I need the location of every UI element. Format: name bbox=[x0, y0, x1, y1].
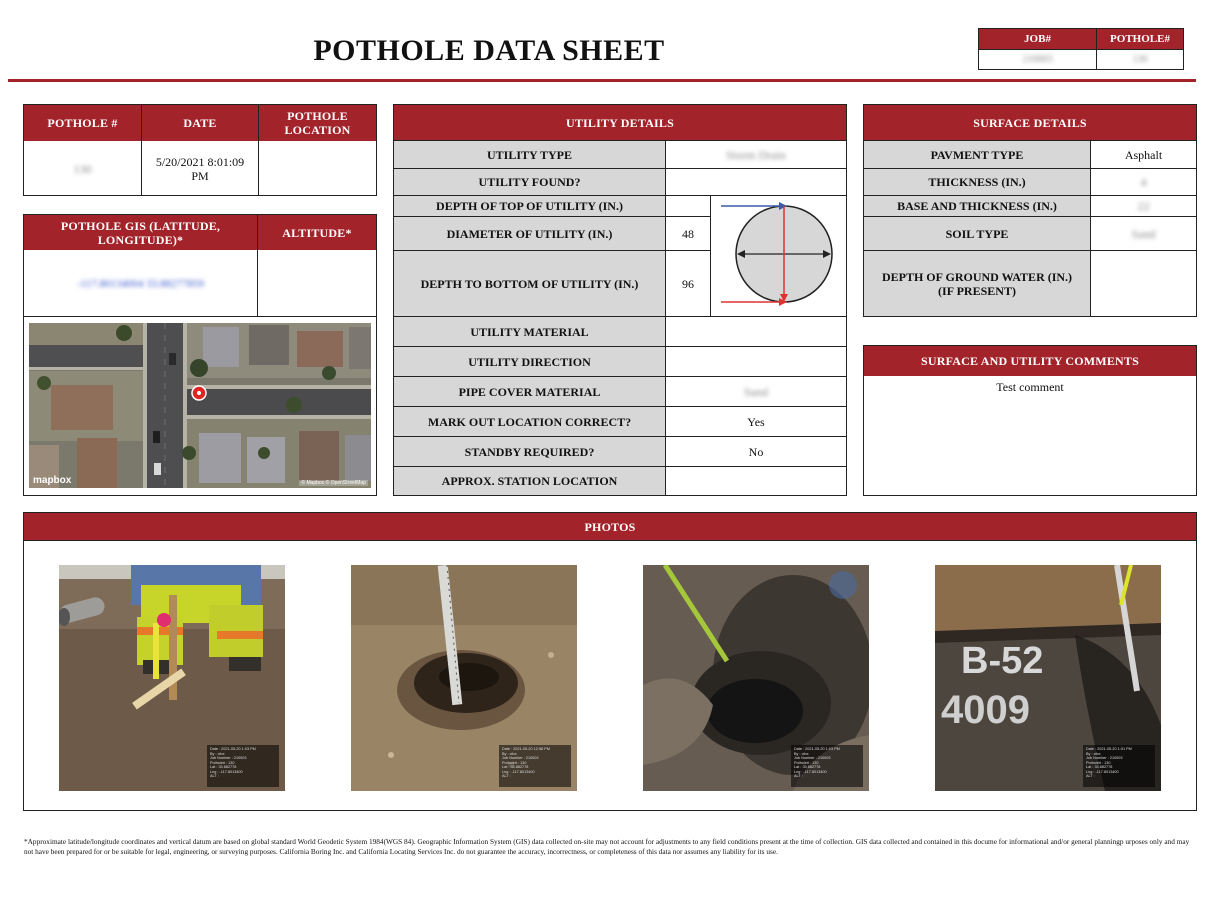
diameter-label: DIAMETER OF UTILITY (IN.) bbox=[446, 226, 613, 241]
thickness-label: THICKNESS (IN.) bbox=[928, 175, 1026, 189]
ground-water-label: DEPTH OF GROUND WATER (IN.) (IF PRESENT) bbox=[881, 269, 1073, 298]
photo-1[interactable] bbox=[59, 565, 285, 791]
gis-coordinates-link[interactable]: -117.80134004 33.88277859 bbox=[76, 277, 204, 290]
standby-label: STANDBY REQUIRED? bbox=[464, 444, 595, 459]
soil-type-value: Sand bbox=[1131, 226, 1156, 241]
utility-details-header: UTILITY DETAILS bbox=[394, 105, 846, 140]
gis-header: POTHOLE GIS (LATITUDE, LONGITUDE)* bbox=[24, 215, 257, 250]
date-value: 5/20/2021 8:01:09 PM bbox=[155, 154, 245, 183]
title-rule bbox=[8, 79, 1196, 82]
pothole-location-value bbox=[259, 142, 376, 195]
depth-bottom-value: 96 bbox=[682, 276, 694, 291]
depth-top-value bbox=[666, 196, 710, 216]
satellite-map[interactable] bbox=[29, 323, 371, 488]
station-location-value bbox=[666, 467, 846, 495]
depth-bottom-label: DEPTH TO BOTTOM OF UTILITY (IN.) bbox=[420, 276, 639, 291]
photo-3[interactable] bbox=[643, 565, 869, 791]
pipe-cover-value: Sand bbox=[744, 384, 768, 399]
altitude-value bbox=[258, 251, 376, 316]
utility-material-value bbox=[666, 317, 846, 346]
mapbox-logo: mapbox bbox=[33, 475, 72, 486]
svg-text:B-52: B-52 bbox=[961, 640, 1044, 682]
photo-3-timestamp: Date : 2021-05-20 1:03 PM By : cfox Job Number : 210003 Pothole# : 130 Lat : 33.882778 Lng : -117.8013400 ALT : bbox=[791, 745, 863, 787]
photo-1-timestamp: Date : 2021-05-20 1:03 PM By : cfox Job Number : 210003 Pothole# : 130 Lat : 33.882778 Lng : -117.8013400 ALT : bbox=[207, 745, 279, 787]
photo-2-timestamp: Date : 2021-05-20 12:58 PM By : cfox Job Number : 210003 Pothole# : 130 Lat : 33.882778 Lng : -117.8013400 ALT : bbox=[499, 745, 571, 787]
mark-out-label: MARK OUT LOCATION CORRECT? bbox=[427, 414, 632, 429]
job-label: JOB# bbox=[979, 29, 1096, 49]
pavement-type-value: Asphalt bbox=[1124, 147, 1163, 162]
mark-out-value: Yes bbox=[747, 414, 765, 429]
utility-direction-value bbox=[666, 347, 846, 376]
utility-type-value: Storm Drain bbox=[726, 147, 786, 162]
standby-value: No bbox=[748, 444, 764, 459]
pipe-diagram bbox=[711, 196, 846, 316]
pavement-type-label: PAVMENT TYPE bbox=[930, 147, 1024, 162]
ground-water-value bbox=[1091, 251, 1196, 316]
thickness-value: 4 bbox=[1140, 175, 1147, 189]
page-title: POTHOLE DATA SHEET bbox=[313, 34, 665, 67]
base-thickness-value: 22 bbox=[1137, 199, 1150, 213]
depth-top-label: DEPTH OF TOP OF UTILITY (IN.) bbox=[436, 199, 623, 213]
pothole-number-header: POTHOLE # bbox=[24, 105, 141, 141]
surface-details-header: SURFACE DETAILS bbox=[864, 105, 1196, 140]
utility-type-label: UTILITY TYPE bbox=[486, 147, 573, 162]
map-attribution: © Mapbox © OpenStreetMap bbox=[301, 480, 366, 486]
job-value: 210003 bbox=[1022, 53, 1053, 65]
map-imagery bbox=[29, 323, 371, 488]
photo-4-timestamp: Date : 2021-05-20 1:01 PM By : cfox Job Number : 210003 Pothole# : 130 Lat : 33.882778 Lng : -117.8013400 ALT : bbox=[1083, 745, 1155, 787]
footnote: *Approximate latitude/longitude coordinates and vertical datum are based on global standard World Geodetic System 1984(WGS 84). Geographic Information System (GIS) data collected on-site may not account for adjustments to any field conditions present at the time of collection. GIS data collected and contained in this docume for informational and/or general planningp urposes only and may not have been prepared for or be suitable for legal, engineering, or surveying purposes. California Boring Inc. and California Locating Services Inc. do not guarantee the accuracy, incorrectness, or completeness of this data nor assumes any liability for its use. bbox=[24, 837, 1190, 856]
base-thickness-label: BASE AND THICKNESS (IN.) bbox=[897, 199, 1057, 213]
station-location-label: APPROX. STATION LOCATION bbox=[441, 474, 618, 488]
soil-type-label: SOIL TYPE bbox=[945, 226, 1009, 241]
svg-text:4009: 4009 bbox=[941, 688, 1030, 732]
photo-2[interactable] bbox=[351, 565, 577, 791]
utility-found-label: UTILITY FOUND? bbox=[478, 175, 581, 189]
photos-header: PHOTOS bbox=[24, 513, 1196, 540]
pothole-number-label: POTHOLE# bbox=[1097, 29, 1183, 49]
diameter-value: 48 bbox=[682, 226, 694, 241]
utility-material-label: UTILITY MATERIAL bbox=[470, 324, 589, 339]
utility-direction-label: UTILITY DIRECTION bbox=[468, 354, 591, 369]
date-header: DATE bbox=[142, 105, 258, 141]
altitude-header: ALTITUDE* bbox=[258, 215, 376, 250]
pothole-number-value: 130 bbox=[1132, 53, 1148, 65]
photo-4[interactable] bbox=[935, 565, 1161, 791]
pothole-number-value: 130 bbox=[73, 161, 92, 176]
comments-header: SURFACE AND UTILITY COMMENTS bbox=[864, 346, 1196, 376]
utility-found-value bbox=[666, 169, 846, 195]
comments-text: Test comment bbox=[996, 380, 1064, 394]
pothole-location-header: POTHOLE LOCATION bbox=[259, 105, 376, 141]
pipe-cover-label: PIPE COVER MATERIAL bbox=[458, 384, 601, 399]
